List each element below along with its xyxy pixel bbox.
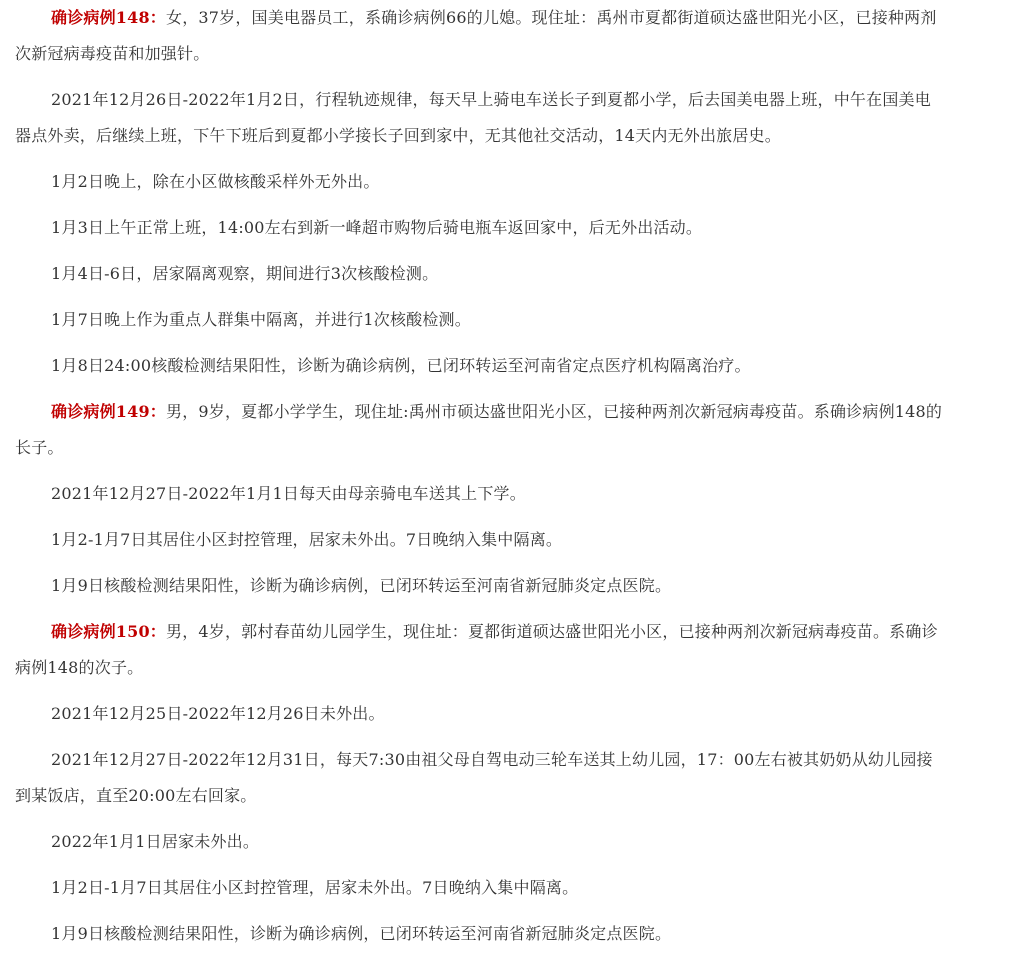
case-148-label: 确诊病例148： bbox=[51, 8, 166, 27]
case-148-jan8: 1月8日24:00核酸检测结果阳性，诊断为确诊病例，已闭环转运至河南省定点医疗机构隔离治疗。 bbox=[51, 356, 751, 375]
case-149-intro bbox=[15, 394, 945, 466]
case-150-positive: 1月9日核酸检测结果阳性，诊断为确诊病例，已闭环转运至河南省新冠肺炎定点医院。 bbox=[51, 924, 672, 943]
case-148-itinerary: 2021年12月26日-2022年1月2日，行程轨迹规律，每天早上骑电车送长子到夏都小学，后去国美电器上班，中午在国美电器点外卖，后继续上班，下午下班后到夏都小学接长子回到家中，无其他社交活动，14天内无外出旅居史。 bbox=[15, 90, 931, 145]
case-149-positive: 1月9日核酸检测结果阳性，诊断为确诊病例，已闭环转运至河南省新冠肺炎定点医院。 bbox=[51, 576, 672, 595]
case-150-intro-text: 男，4岁，郭村春苗幼儿园学生，现住址：夏都街道硕达盛世阳光小区，已接种两剂次新冠病毒疫苗。系确诊病例148的次子。 bbox=[15, 622, 938, 677]
case-148-jan4-6: 1月4日-6日，居家隔离观察，期间进行3次核酸检测。 bbox=[51, 264, 439, 283]
case-150-dec25-26: 2021年12月25日-2022年12月26日未外出。 bbox=[51, 704, 385, 723]
case-150-dec27-31: 2021年12月27日-2022年12月31日，每天7:30由祖父母自驾电动三轮车送其上幼儿园，17：00左右被其奶奶从幼儿园接到某饭店，直至20:00左右回家。 bbox=[15, 750, 933, 805]
case-148-jan7: 1月7日晚上作为重点人群集中隔离，并进行1次核酸检测。 bbox=[51, 310, 471, 329]
case-150-jan1: 2022年1月1日居家未外出。 bbox=[51, 832, 260, 851]
case-148-jan2: 1月2日晚上，除在小区做核酸采样外无外出。 bbox=[51, 172, 380, 191]
case-149-intro-text: 男，9岁，夏都小学学生，现住址:禹州市硕达盛世阳光小区，已接种两剂次新冠病毒疫苗。系确诊病例148的长子。 bbox=[15, 402, 943, 457]
case-150-lockdown: 1月2日-1月7日其居住小区封控管理，居家未外出。7日晚纳入集中隔离。 bbox=[51, 878, 579, 897]
case-150-label: 确诊病例150： bbox=[51, 622, 166, 641]
case-150-intro bbox=[15, 614, 945, 686]
case-148-intro-text: 女，37岁，国美电器员工，系确诊病例66的儿媳。现住址：禹州市夏都街道硕达盛世阳光小区，已接种两剂次新冠病毒疫苗和加强针。 bbox=[15, 8, 937, 63]
case-149-lockdown: 1月2-1月7日其居住小区封控管理，居家未外出。7日晚纳入集中隔离。 bbox=[51, 530, 563, 549]
case-149-label: 确诊病例149： bbox=[51, 402, 166, 421]
case-148-jan3: 1月3日上午正常上班，14:00左右到新一峰超市购物后骑电瓶车返回家中，后无外出活动。 bbox=[51, 218, 703, 237]
case-149-itinerary: 2021年12月27日-2022年1月1日每天由母亲骑电车送其上下学。 bbox=[51, 484, 526, 503]
case-148-intro bbox=[15, 0, 945, 72]
